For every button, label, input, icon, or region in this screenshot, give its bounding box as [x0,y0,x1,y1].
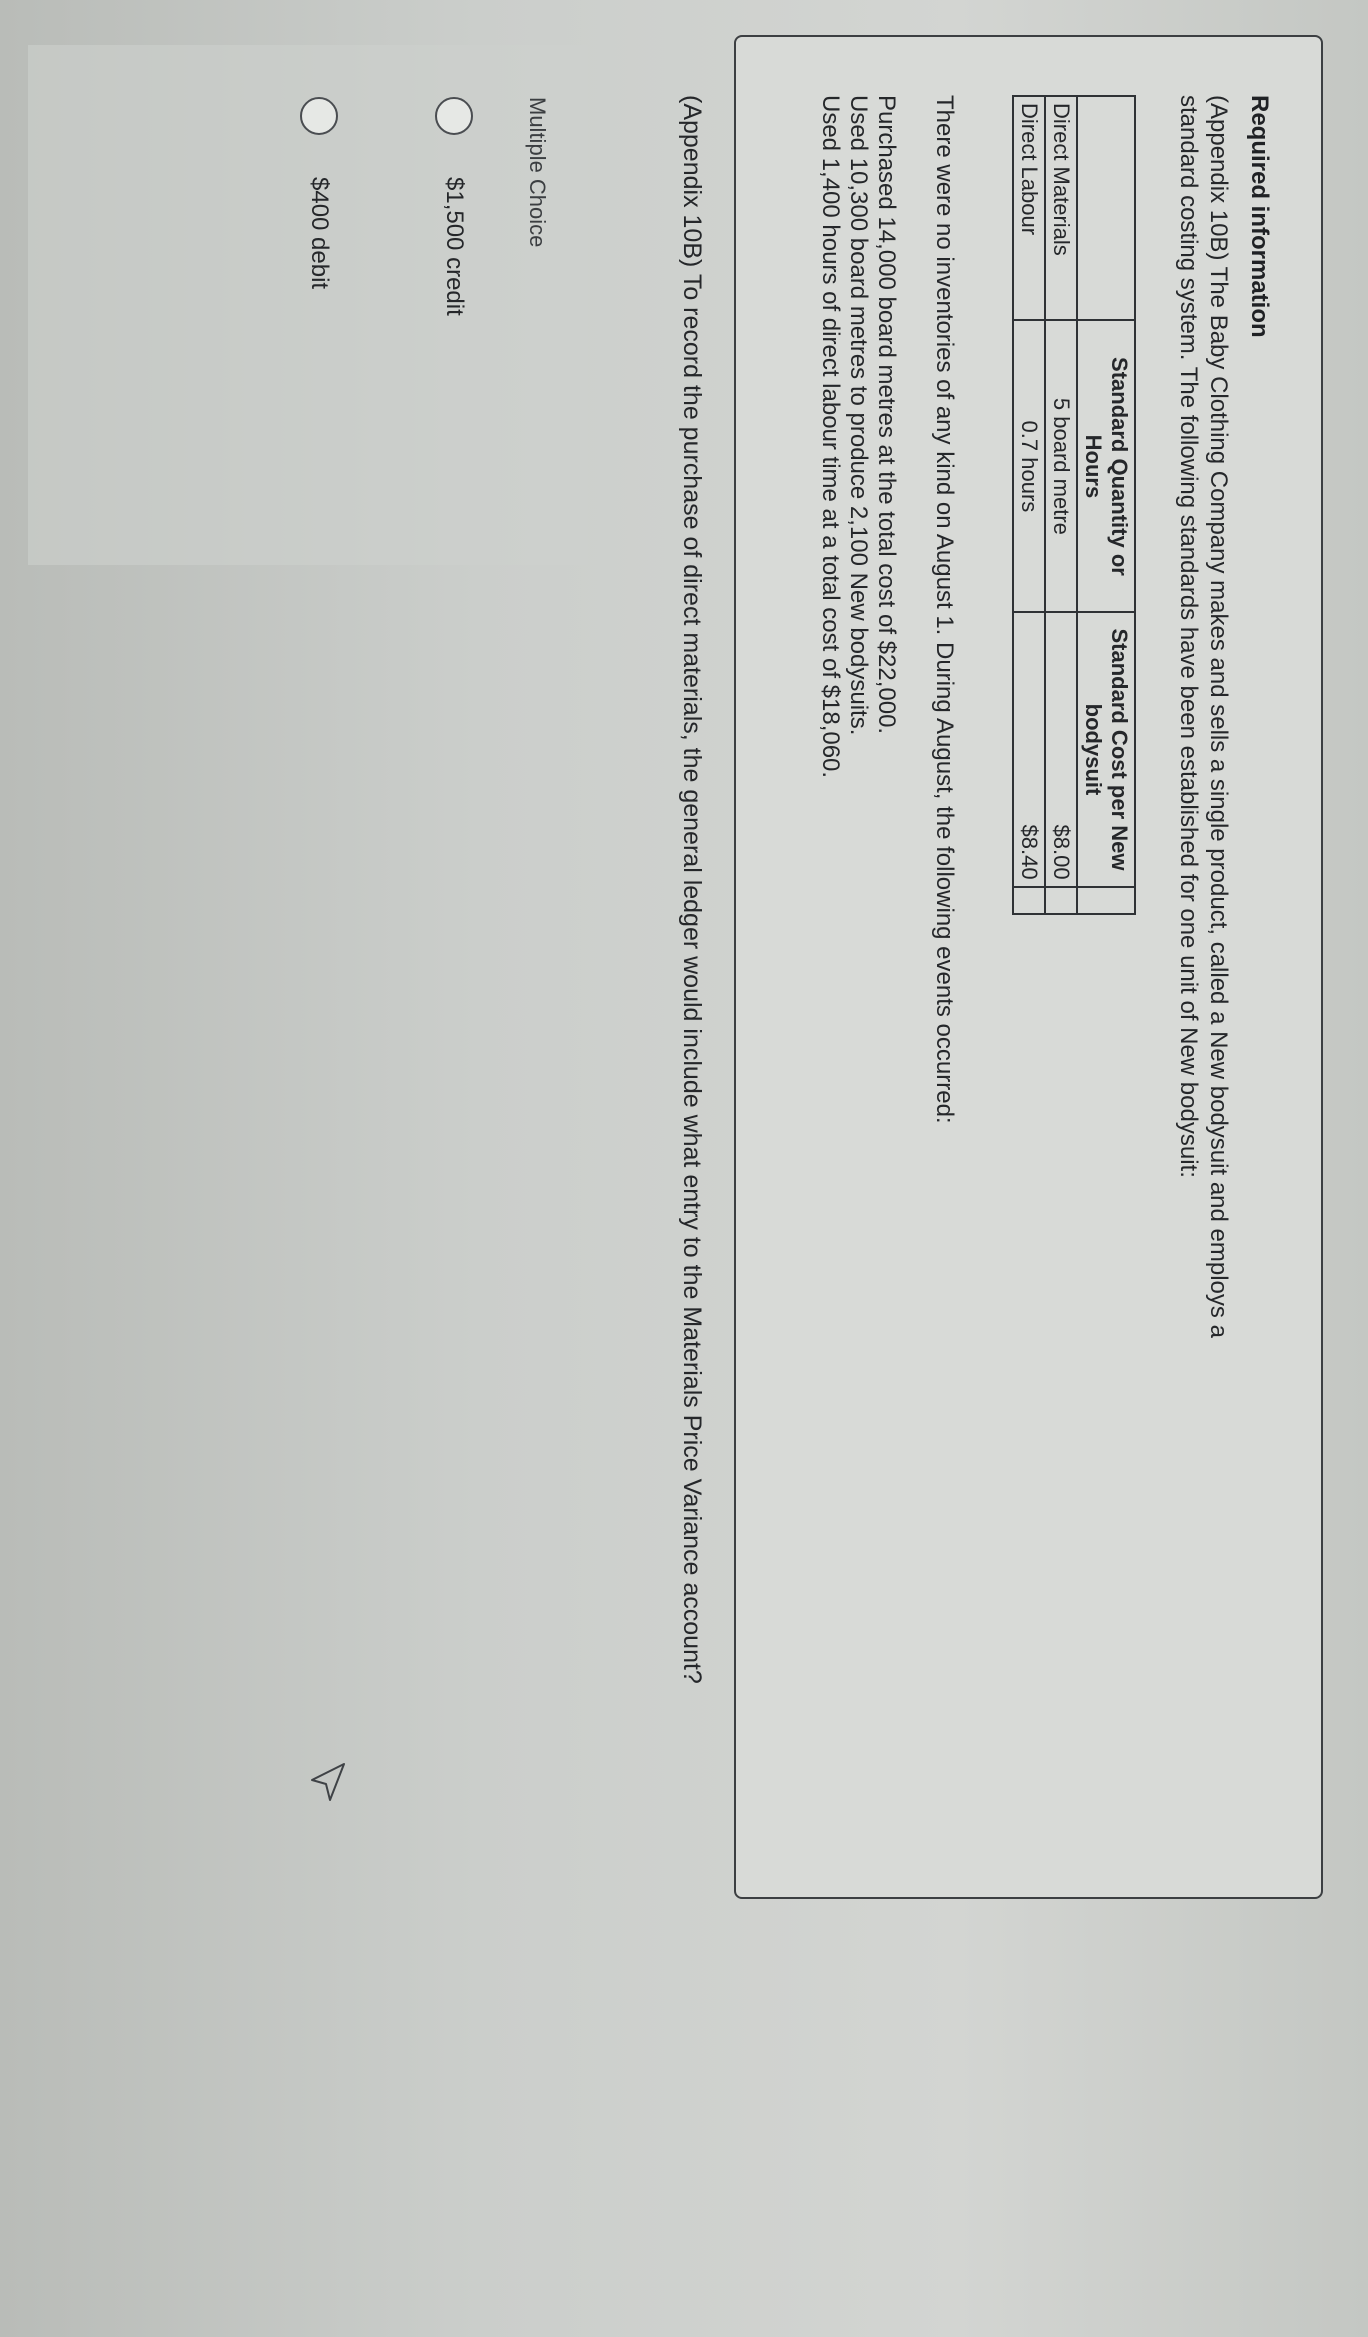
question-text: (Appendix 10B) To record the purchase of direct materials, the general ledger would include what entry to the Materials Price Variance account? [678,95,706,1684]
choice-option-2[interactable] [300,97,338,289]
table-header-row [1077,96,1135,914]
table-cell: Direct Labour [1013,96,1045,320]
table-row [1045,96,1077,914]
table-header-cell [1077,96,1135,320]
multiple-choice-label: Multiple Choice [525,97,550,248]
radio-button[interactable] [300,97,338,135]
table-cell: $8.00 [1045,612,1077,886]
events-intro: There were no inventories of any kind on August 1. During August, the following events occurred: [931,95,958,1124]
table-cell [1045,887,1077,914]
choice-option-1[interactable] [435,97,473,316]
mouse-pointer-icon [308,1760,348,1804]
table-header-cell: Standard Quantity or Hours [1077,320,1135,612]
table-cell: 5 board metre [1045,320,1077,612]
table-cell [1013,887,1045,914]
table-cell: Direct Materials [1045,96,1077,320]
radio-button[interactable] [435,97,473,135]
event-item: Used 10,300 board metres to produce 2,100 New bodysuits. [845,95,872,736]
table-cell: 0.7 hours [1013,320,1045,612]
table-header-cell [1077,887,1135,914]
events-section [816,95,958,1124]
table-header-cell: Standard Cost per New bodysuit [1077,612,1135,886]
required-info-intro: (Appendix 10B) The Baby Clothing Company makes and sells a single product, called a New bodysuit and employs a standard costing system. The following standards have been established for one unit of New bodysuit: [1175,95,1232,1338]
choice-label: $1,500 credit [441,177,468,316]
table-cell: $8.40 [1013,612,1045,886]
event-item: Used 1,400 hours of direct labour time at a total cost of $18,060. [817,95,844,779]
required-info-title: Required information [1246,95,1273,338]
standards-table [1012,95,1136,915]
event-item: Purchased 14,000 board metres at the total cost of $22,000. [873,95,900,735]
choice-label: $400 debit [306,177,333,290]
table-row [1013,96,1045,914]
